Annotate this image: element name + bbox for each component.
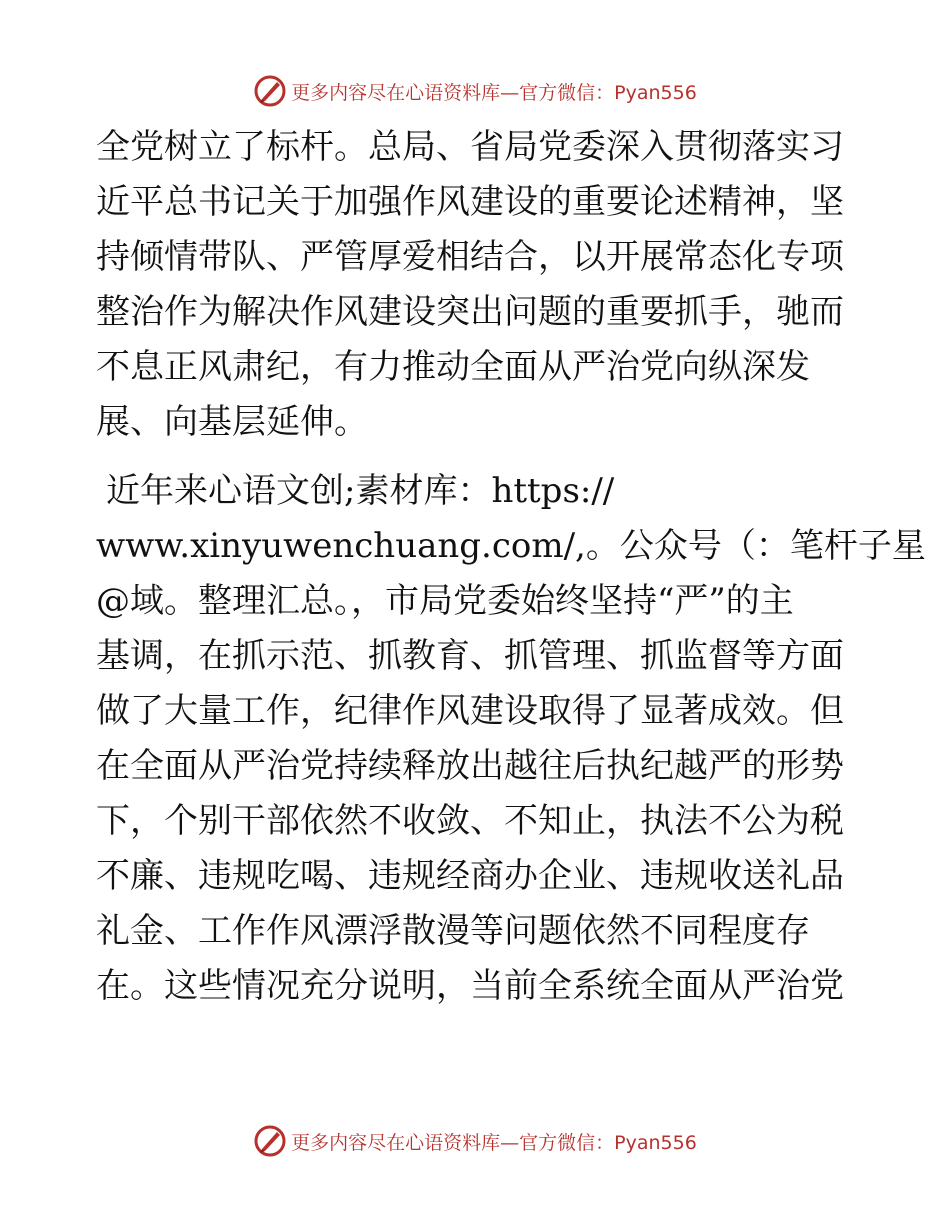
text-line: 持倾情带队、严管厚爱相结合，以开展常态化专项 [96,237,844,277]
text-line: 近平总书记关于加强作风建设的重要论述精神，坚 [96,182,844,222]
text-line: 下，个别干部依然不收敛、不知止，执法不公为税 [96,801,844,841]
text-line: @域。整理汇总。，市局党委始终坚持“严”的主 [96,581,794,621]
text-line: 不息正风肃纪，有力推动全面从严治党向纵深发 [96,347,810,387]
banner-text: 更多内容尽在心语资料库— [291,1131,520,1154]
text-line: www.xinyuwenchuang.com/,。公众号（：笔杆子星 [96,526,926,566]
text-line: 在全面从严治党持续释放出越往后执纪越严的形势 [96,746,844,786]
text-line: 不廉、违规吃喝、违规经商办企业、违规收送礼品 [96,856,844,896]
text-line: 整治作为解决作风建设突出问题的重要抓手，驰而 [96,292,844,332]
text-line: 礼金、工作作风漂浮散漫等问题依然不同程度存 [96,911,810,951]
text-line: 全党树立了标杆。总局、省局党委深入贯彻落实习 [96,127,844,167]
paragraph-2 [96,464,926,1014]
text-line: 近年来心语文创;素材库：https:// [106,471,615,511]
header-banner [0,74,950,108]
pen-logo-icon [253,74,287,108]
text-line: 做了大量工作，纪律作风建设取得了显著成效。但 [96,691,844,731]
banner-wechat: 官方微信：Pyan556 [519,81,697,104]
banner-wechat: 官方微信：Pyan556 [519,1131,697,1154]
footer-banner [0,1124,950,1158]
document-body [96,120,926,1014]
banner-text: 更多内容尽在心语资料库— [291,81,520,104]
text-line: 在。这些情况充分说明，当前全系统全面从严治党 [96,966,844,1006]
text-line: 展、向基层延伸。 [96,402,368,442]
paragraph-1 [96,120,856,450]
text-line: 基调，在抓示范、抓教育、抓管理、抓监督等方面 [96,636,844,676]
pen-logo-icon [253,1124,287,1158]
